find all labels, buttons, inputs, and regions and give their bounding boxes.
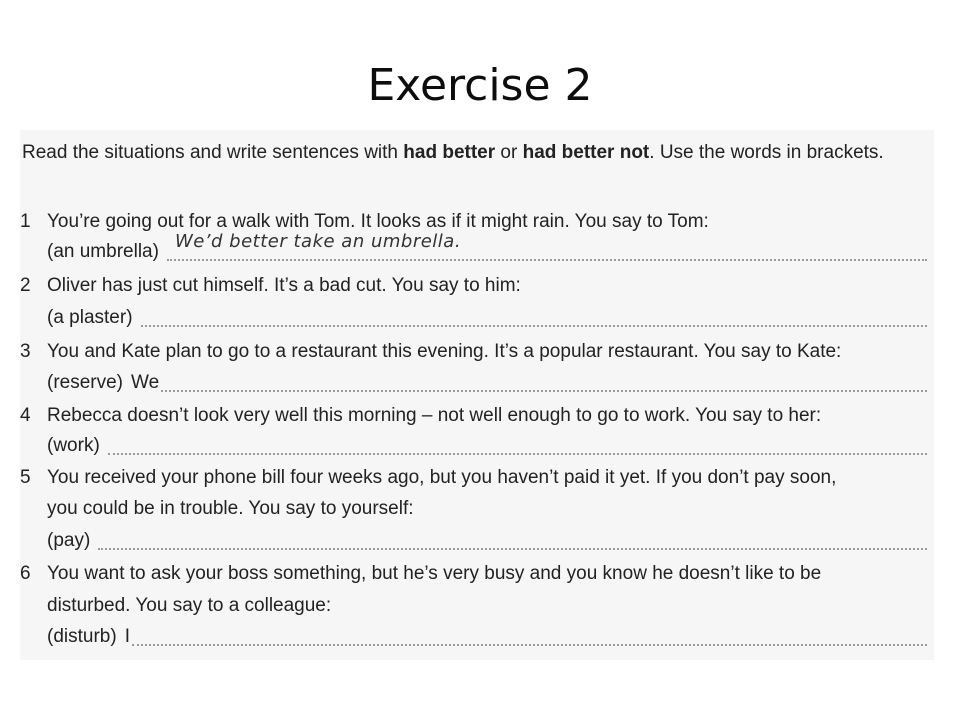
item-cue: (reserve) xyxy=(47,372,124,393)
item-number: 5 xyxy=(20,467,31,488)
exercise-page xyxy=(20,130,934,660)
item-cue: (a plaster) xyxy=(47,307,133,328)
instruction-bold2: had better not xyxy=(522,142,650,163)
instruction-text xyxy=(22,138,927,168)
item-text: Oliver has just cut himself. It’s a bad cut. You say to him: xyxy=(47,275,521,296)
item-5-answer-row xyxy=(47,525,927,557)
item-4-answer-row xyxy=(47,430,927,462)
item-text: You and Kate plan to go to a restaurant this evening. It’s a popular restaurant. You say to Kate: xyxy=(47,341,842,362)
item-number: 4 xyxy=(20,405,31,426)
answer-field[interactable] xyxy=(141,305,927,327)
instruction-part2: or xyxy=(495,142,523,163)
instruction-part3: . Use the words in brackets. xyxy=(649,142,884,163)
item-number: 3 xyxy=(20,341,31,362)
item-starter: I xyxy=(124,626,130,647)
answer-field[interactable] xyxy=(132,624,927,646)
answer-field[interactable] xyxy=(167,231,927,261)
slide-title: Exercise 2 xyxy=(367,60,593,111)
item-text: disturbed. You say to a colleague: xyxy=(47,595,332,616)
item-2-answer-row xyxy=(47,302,927,334)
answer-field[interactable] xyxy=(108,433,927,455)
item-text: You’re going out for a walk with Tom. It looks as if it might rain. You say to Tom: xyxy=(47,211,709,232)
item-text: you could be in trouble. You say to yourself: xyxy=(47,498,414,519)
item-cue: (work) xyxy=(47,435,100,456)
item-1-answer-row xyxy=(47,231,927,268)
item-text: You want to ask your boss something, but he’s very busy and you know he doesn’t like to be xyxy=(47,563,822,584)
instruction-bold1: had better xyxy=(403,142,496,163)
item-number: 2 xyxy=(20,275,31,296)
item-cue: (disturb) xyxy=(47,626,117,647)
answer-field[interactable] xyxy=(98,528,927,550)
item-number: 6 xyxy=(20,563,31,584)
item-cue: (pay) xyxy=(47,530,91,551)
item-starter: We xyxy=(131,372,160,393)
item-number: 1 xyxy=(20,211,31,232)
instruction-part1: Read the situations and write sentences with xyxy=(22,142,404,163)
item-3-answer-row xyxy=(47,367,927,399)
item-text: Rebecca doesn’t look very well this morning – not well enough to go to work. You say to her: xyxy=(47,405,822,426)
item-text: You received your phone bill four weeks ago, but you haven’t paid it yet. If you don’t pay soon, xyxy=(47,467,837,488)
answer-field[interactable] xyxy=(161,370,927,392)
handwritten-answer: We’d better take an umbrella. xyxy=(174,231,462,252)
item-6-answer-row xyxy=(47,621,927,653)
item-cue: (an umbrella) xyxy=(47,241,159,262)
